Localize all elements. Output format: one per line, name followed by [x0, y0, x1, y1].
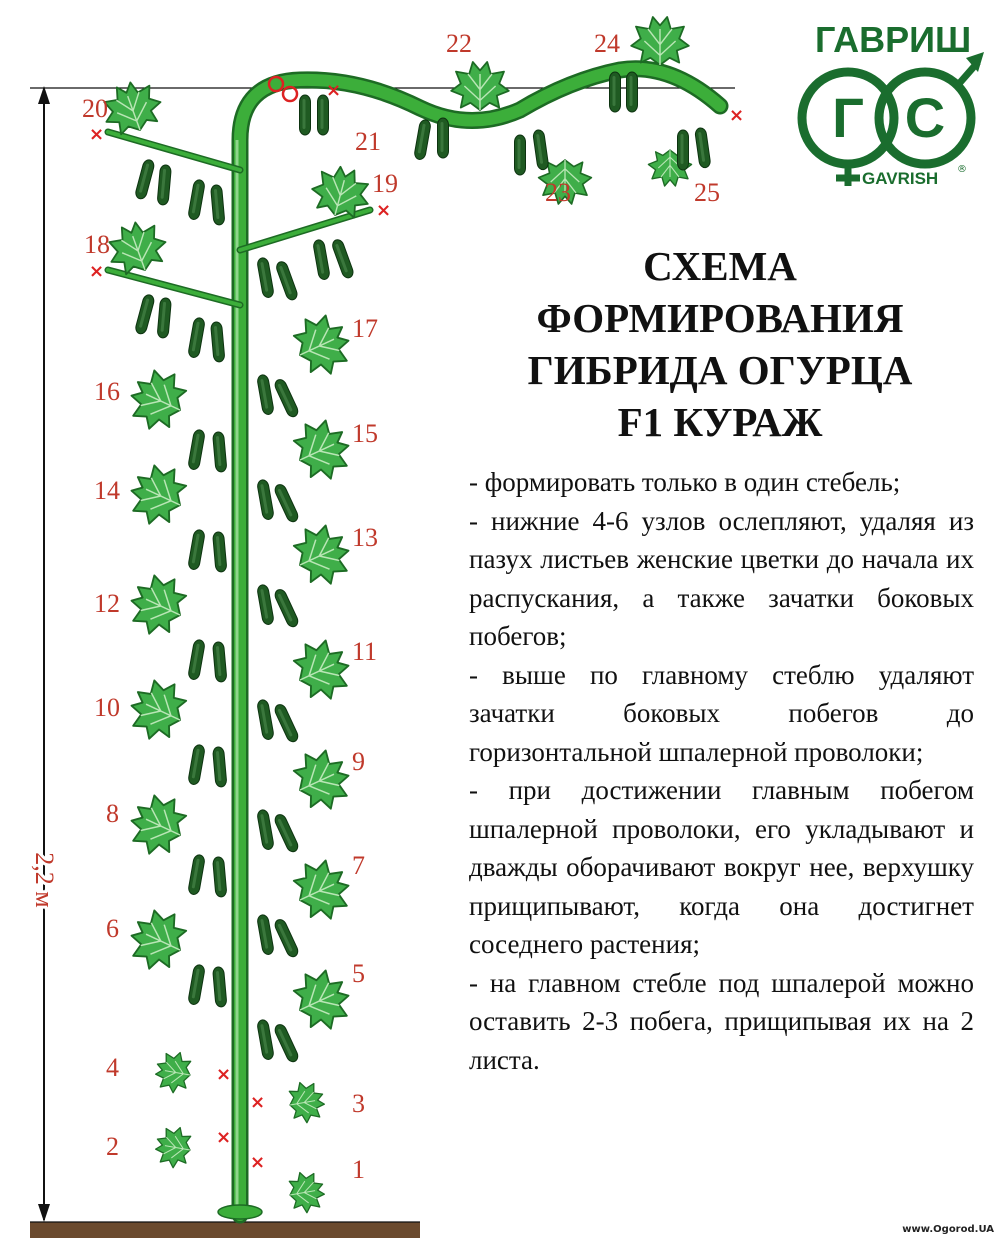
logo-letter-g: Г — [832, 86, 864, 149]
svg-text:×: × — [250, 1092, 266, 1113]
height-label: 2,2 м — [30, 852, 59, 908]
title-line: ФОРМИРОВАНИЯ — [536, 295, 904, 341]
instruction-item: - нижние 4-6 узлов ослепляют, удаляя из пазух листьев женские цветки до начала их распускания, а также зачатки боковых побегов; — [469, 505, 974, 651]
title-line: ГИБРИДА ОГУРЦА — [527, 347, 913, 393]
node-number: 11 — [352, 637, 378, 666]
node-number: 25 — [694, 178, 720, 207]
instruction-item: - на главном стебле под шпалерой можно оставить 2-3 побега, прищипывая их на 2 листа. — [469, 967, 974, 1075]
node-number: 12 — [94, 589, 120, 618]
node-number: 5 — [352, 959, 365, 988]
node-number: 17 — [352, 314, 378, 343]
instruction-item: - выше по главному стеблю удаляют зачатки боковых побегов до горизонтальной шпалерной проволоки; — [469, 659, 974, 767]
instructions-list — [469, 463, 974, 1079]
svg-text:×: × — [250, 1152, 266, 1173]
node-number: 7 — [352, 851, 365, 880]
node-number: 20 — [82, 94, 108, 123]
brand-logo — [802, 19, 984, 188]
svg-text:×: × — [89, 261, 105, 282]
node-number: 24 — [594, 29, 620, 58]
soil — [30, 1222, 420, 1238]
node-number: 22 — [446, 29, 472, 58]
node-number: 4 — [106, 1053, 119, 1082]
node-number: 21 — [355, 127, 381, 156]
node-number: 18 — [84, 230, 110, 259]
node-number: 16 — [94, 377, 120, 406]
node-number: 23 — [545, 178, 571, 207]
svg-text:×: × — [376, 200, 392, 221]
node-number: 3 — [352, 1089, 365, 1118]
instruction-item: - формировать только в один стебель; — [469, 467, 901, 497]
node-number: 6 — [106, 914, 119, 943]
node-number: 10 — [94, 693, 120, 722]
instruction-item: - при достижении главным побегом шпалерной проволоки, его укладывают и дважды оборачивают вокруг нее, верхушку прищипывают, когда она достигнет соседнего растения; — [469, 775, 974, 959]
svg-text:×: × — [216, 1064, 232, 1085]
title-line: СХЕМА — [643, 243, 797, 289]
node-number: 14 — [94, 476, 120, 505]
node-number: 8 — [106, 799, 119, 828]
node-number: 1 — [352, 1155, 365, 1184]
title-line: F1 КУРАЖ — [617, 399, 823, 445]
page-title — [470, 240, 970, 448]
svg-text:×: × — [216, 1127, 232, 1148]
brand-name: ГАВРИШ — [815, 19, 972, 60]
svg-text:×: × — [89, 124, 105, 145]
node-number: 19 — [372, 169, 398, 198]
node-number: 15 — [352, 419, 378, 448]
node-number: 2 — [106, 1132, 119, 1161]
logo-letter-s: С — [904, 86, 946, 149]
brand-latin-name: GAVRISH — [862, 169, 939, 188]
node-number: 13 — [352, 523, 378, 552]
svg-text:×: × — [729, 105, 745, 126]
registered-mark: ® — [957, 164, 967, 175]
website-watermark: www.Ogorod.UA — [902, 1224, 994, 1235]
node-number: 9 — [352, 747, 365, 776]
svg-text:×: × — [326, 80, 342, 101]
